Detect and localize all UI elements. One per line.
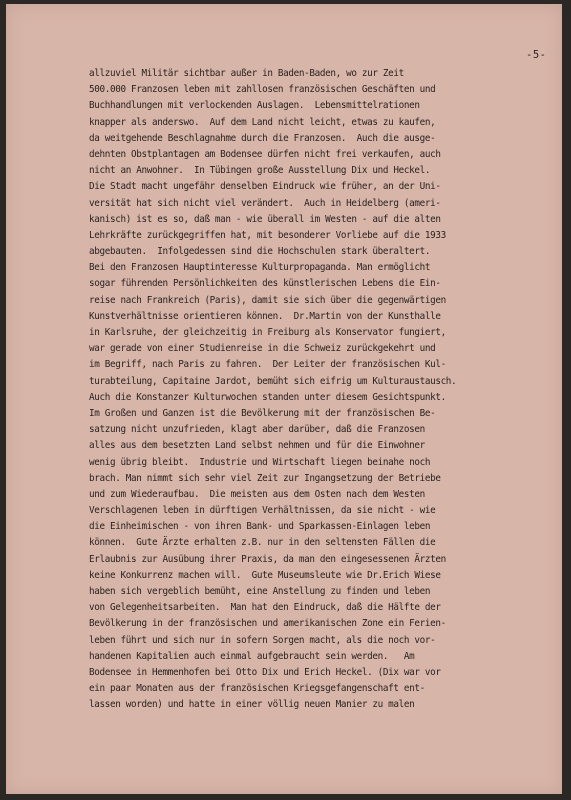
text-line: Kunstverhältnisse orientieren können. Dr.Martin von der Kunsthalle	[89, 310, 441, 322]
text-line: brach. Man nimmt sich sehr viel Zeit zur Ingangsetzung der Betriebe	[89, 472, 441, 484]
text-line: haben sich vergeblich bemüht, eine Anstellung zu finden und leben	[89, 586, 431, 597]
document-page	[6, 4, 562, 794]
text-line: Bei den Franzosen Hauptinteresse Kulturpropaganda. Man ermöglicht	[89, 262, 431, 274]
text-line: wenig übrig bleibt. Industrie und Wirtschaft liegen beinahe noch	[89, 456, 431, 468]
text-line: abgebauten. Infolgedessen sind die Hochschulen stark überaltert.	[89, 246, 431, 258]
text-line: keine Konkurrenz machen will. Gute Museumsleute wie Dr.Erich Wiese	[89, 569, 441, 581]
text-line: Bevölkerung in der französischen und amerikanischen Zone ein Ferien-	[89, 618, 446, 630]
text-line: können. Gute Ärzte erhalten z.B. nur in den seltensten Fällen die	[89, 537, 436, 549]
text-line: Buchhandlungen mit verlockenden Auslagen. Lebensmittelrationen	[89, 100, 420, 112]
text-line: nicht an Anwohner. In Tübingen große Ausstellung Dix und Heckel.	[89, 165, 431, 177]
text-line: und zum Wiederaufbau. Die meisten aus dem Osten nach dem Westen	[89, 488, 425, 500]
text-line: im Begriff, nach Paris zu fahren. Der Leiter der französischen Kul-	[89, 359, 446, 371]
text-line: handenen Kapitalien auch einmal aufgebraucht sein werden. Am	[89, 650, 415, 662]
text-line: ein paar Monaten aus der französischen Kriegsgefangenschaft ent-	[89, 683, 425, 695]
text-line: von Gelegenheitsarbeiten. Man hat den Eindruck, daß die Hälfte der	[89, 602, 441, 614]
text-line: alles aus dem besetzten Land selbst nehmen und für die Einwohner	[89, 440, 425, 452]
text-line: 500.000 Franzosen leben mit zahllosen französischen Geschäften und	[89, 84, 436, 96]
text-line: knapper als anderswo. Auf dem Land nicht leicht, etwas zu kaufen,	[89, 116, 436, 128]
page-number: -5-	[526, 49, 547, 61]
text-line: allzuviel Militär sichtbar außer in Baden-Baden, wo zur Zeit	[89, 68, 404, 79]
text-line: da weitgehende Beschlagnahme durch die Franzosen. Auch die ausge-	[89, 132, 436, 144]
text-line: die Einheimischen - von ihren Bank- und Sparkassen-Einlagen leben	[89, 521, 431, 533]
text-line: Im Großen und Ganzen ist die Bevölkerung mit der französischen Be-	[89, 407, 436, 419]
text-line: lassen worden) und hatte in einer völlig neuen Manier zu malen	[89, 699, 415, 711]
text-line: satzung nicht unzufrieden, klagt aber darüber, daß die Franzosen	[89, 424, 425, 436]
text-line: Bodensee in Hemmenhofen bei Otto Dix und Erich Heckel. (Dix war vor	[89, 666, 441, 678]
body-text	[89, 66, 559, 714]
text-line: sogar führenden Persönlichkeiten des künstlerischen Lebens die Ein-	[89, 278, 441, 290]
text-line: war gerade von einer Studienreise in die Schweiz zurückgekehrt und	[89, 343, 436, 355]
text-line: reise nach Frankreich (Paris), damit sie sich über die gegenwärtigen	[89, 294, 446, 306]
text-line: leben führt und sich nur in sofern Sorgen macht, als die noch vor-	[89, 634, 436, 646]
text-line: Erlaubnis zur Ausübung ihrer Praxis, da man den eingesessenen Ärzten	[89, 553, 446, 565]
text-line: Verschlagenen leben in dürftigen Verhältnissen, da sie nicht - wie	[89, 505, 436, 517]
text-line: versität hat sich nicht viel verändert. Auch in Heidelberg (ameri-	[89, 197, 441, 209]
text-line: kanisch) ist es so, daß man - wie überall im Westen - auf die alten	[89, 213, 441, 225]
text-line: Die Stadt macht ungefähr denselben Eindruck wie früher, an der Uni-	[89, 181, 441, 193]
text-line: Lehrkräfte zurückgegriffen hat, mit besonderer Vorliebe auf die 1933	[89, 229, 446, 241]
text-line: in Karlsruhe, der gleichzeitig in Freiburg als Konservator fungiert,	[89, 327, 446, 338]
text-line: dehnten Obstplantagen am Bodensee dürfen nicht frei verkaufen, auch	[89, 148, 441, 160]
text-line: Auch die Konstanzer Kulturwochen standen unter diesem Gesichtspunkt.	[89, 391, 446, 403]
text-line: turabteilung, Capitaine Jardot, bemüht sich eifrig um Kulturaustausch.	[89, 375, 457, 387]
